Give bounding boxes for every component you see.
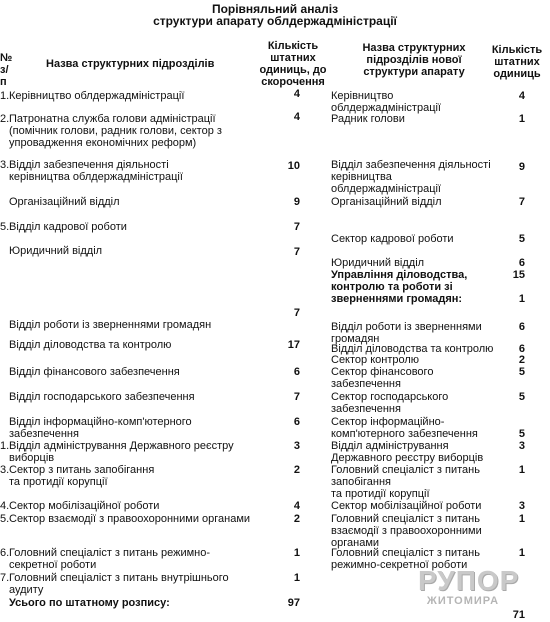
new-subdivision-name: Організаційний відділ bbox=[331, 196, 442, 208]
staff-count-after: 1 bbox=[518, 464, 525, 476]
staff-count-after: 15 bbox=[512, 269, 525, 281]
header-count-before: одиниць, до bbox=[259, 64, 327, 76]
staff-count-before: 7 bbox=[293, 307, 300, 319]
header-subdivision-name: Назва структурних підрозділів bbox=[46, 58, 215, 70]
header-new-subdivision-name: структури апарату bbox=[363, 66, 465, 78]
new-subdivision-name: Відділ роботи із зверненнями bbox=[331, 321, 482, 333]
doc-title-line2: структури апарату облдержадміністрації bbox=[153, 14, 397, 28]
new-subdivision-name: облдержадміністрації bbox=[331, 102, 441, 114]
staff-count-after: 5 bbox=[518, 391, 525, 403]
new-subdivision-name: Сектор кадрової роботи bbox=[331, 233, 454, 245]
new-subdivision-name: взаємодії з правоохоронними bbox=[331, 525, 482, 537]
new-subdivision-name: Сектор мобілізаційної роботи bbox=[331, 500, 482, 512]
header-count-before: скорочення bbox=[261, 76, 325, 88]
staff-count-after: 1 bbox=[518, 547, 525, 559]
new-subdivision-name: режимно-секретної роботи bbox=[331, 559, 468, 571]
staff-count-before: 7 bbox=[293, 246, 300, 258]
new-subdivision-name: Відділ адміністрування bbox=[331, 440, 449, 452]
header-count-after: Кількість bbox=[491, 44, 543, 56]
subdivision-name: Відділ інформаційно-комп'ютерного bbox=[9, 416, 192, 428]
subdivision-name: (помічник голови, радник голови, сектор з bbox=[9, 125, 222, 137]
new-subdivision-name: Керівництво bbox=[331, 90, 394, 102]
left-total-label: Усього по штатному розпису: bbox=[9, 597, 170, 609]
new-subdivision-name: Сектор інформаційно- bbox=[331, 416, 445, 428]
staff-count-after: 2 bbox=[518, 354, 525, 366]
rupor-zhytomyra-watermark-logo bbox=[418, 565, 520, 610]
staff-count-after: 1 bbox=[518, 293, 525, 305]
subdivision-name: упровадження економічних реформ) bbox=[9, 137, 197, 149]
header-count-after: штатних bbox=[494, 56, 540, 68]
staff-count-after: 9 bbox=[518, 161, 525, 173]
subdivision-name: Головний спеціаліст з питань режимно- bbox=[9, 547, 211, 559]
new-subdivision-name: Сектор фінансового bbox=[331, 366, 434, 378]
new-subdivision-name: Управління діловодства, bbox=[331, 269, 468, 281]
staff-count-after: 5 bbox=[518, 366, 525, 378]
new-subdivision-name: Головний спеціаліст з питань bbox=[331, 464, 480, 476]
subdivision-name: аудиту bbox=[9, 584, 44, 596]
header-count-before: Кількість bbox=[267, 40, 319, 52]
staff-count-after: 5 bbox=[518, 233, 525, 245]
header-count-after: одиниць bbox=[493, 68, 541, 80]
header-new-subdivision-name: Назва структурних bbox=[362, 42, 466, 54]
staff-count-before: 4 bbox=[293, 88, 300, 100]
new-subdivision-name: Сектор господарського bbox=[331, 391, 449, 403]
row-number: 1. bbox=[0, 90, 10, 102]
subdivision-name: Відділ роботи із зверненнями громадян bbox=[9, 319, 212, 331]
new-subdivision-name: Юридичний відділ bbox=[331, 257, 425, 269]
staff-count-before: 7 bbox=[293, 221, 300, 233]
staff-count-after: 6 bbox=[518, 257, 525, 269]
new-subdivision-name: керівництва bbox=[331, 171, 392, 183]
subdivision-name: Керівництво облдержадміністрації bbox=[9, 90, 185, 102]
staff-count-before: 10 bbox=[287, 160, 300, 172]
header-number: з/п bbox=[0, 64, 9, 88]
subdivision-name: Відділ кадрової роботи bbox=[9, 221, 127, 233]
subdivision-name: забезпечення bbox=[9, 428, 79, 440]
staff-count-before: 6 bbox=[293, 366, 300, 378]
staff-count-after: 6 bbox=[518, 321, 525, 333]
new-subdivision-name: зверненнями громадян: bbox=[331, 293, 463, 305]
row-number: 1. bbox=[0, 440, 10, 452]
subdivision-name: Сектор з питань запобігання bbox=[9, 464, 155, 476]
new-subdivision-name: Відділ діловодства та контролю bbox=[331, 343, 494, 355]
staff-count-before: 4 bbox=[293, 111, 300, 123]
subdivision-name: Відділ діловодства та контролю bbox=[9, 339, 172, 351]
new-subdivision-name: та протидії корупції bbox=[331, 488, 430, 500]
new-subdivision-name: Радник голови bbox=[331, 113, 405, 125]
new-subdivision-name: Державного реєстру виборців bbox=[331, 452, 484, 464]
staff-count-before: 6 bbox=[293, 416, 300, 428]
new-subdivision-name: Головний спеціаліст з питань bbox=[331, 513, 480, 525]
new-subdivision-name: облдержадміністрації bbox=[331, 183, 441, 195]
watermark-bottom: ЖИТОМИРА bbox=[426, 595, 500, 607]
subdivision-name: Патронатна служба голови адміністрації bbox=[9, 113, 216, 125]
row-number: 6. bbox=[0, 547, 10, 559]
staff-count-before: 2 bbox=[293, 513, 300, 525]
staff-count-before: 7 bbox=[293, 391, 300, 403]
staff-count-before: 9 bbox=[293, 196, 300, 208]
subdivision-name: Відділ адміністрування Державного реєстру bbox=[9, 440, 234, 452]
new-subdivision-name: контролю та роботи зі bbox=[331, 281, 453, 293]
subdivision-name: керівництва облдержадміністрації bbox=[9, 171, 183, 183]
new-subdivision-name: органами bbox=[331, 537, 380, 549]
row-number: 2. bbox=[0, 113, 10, 125]
staff-count-after: 4 bbox=[518, 90, 525, 102]
subdivision-name: Відділ забезпечення діяльності bbox=[9, 159, 169, 171]
subdivision-name: виборців bbox=[9, 452, 55, 464]
subdivision-name: Відділ господарського забезпечення bbox=[9, 391, 195, 403]
staff-count-before: 1 bbox=[293, 572, 300, 584]
subdivision-name: Головний спеціаліст з питань внутрішнього bbox=[9, 572, 229, 584]
subdivision-name: та протидії корупції bbox=[9, 476, 108, 488]
subdivision-name: Відділ фінансового забезпечення bbox=[9, 366, 180, 378]
subdivision-name: секретної роботи bbox=[9, 559, 97, 571]
doc-title-line1: Порівняльний аналіз bbox=[211, 2, 339, 16]
right-total-value: 71 bbox=[512, 609, 525, 621]
new-subdivision-name: забезпечення bbox=[331, 378, 401, 390]
row-number: 5. bbox=[0, 513, 10, 525]
subdivision-name: Сектор взаємодії з правоохоронними органами bbox=[9, 513, 251, 525]
staff-count-after: 1 bbox=[518, 513, 525, 525]
new-subdivision-name: забезпечення bbox=[331, 403, 401, 415]
staff-count-after: 7 bbox=[518, 196, 525, 208]
staff-count-after: 6 bbox=[518, 343, 525, 355]
row-number: 3. bbox=[0, 159, 10, 171]
row-number: 5. bbox=[0, 221, 10, 233]
header-number: № bbox=[0, 52, 13, 64]
row-number: 4. bbox=[0, 500, 10, 512]
new-subdivision-name: Відділ забезпечення діяльності bbox=[331, 159, 491, 171]
watermark-top: РУПОР bbox=[418, 565, 520, 596]
row-number: 3. bbox=[0, 464, 10, 476]
staff-count-before: 3 bbox=[293, 440, 300, 452]
header-new-subdivision-name: підрозділів нової bbox=[366, 54, 462, 66]
subdivision-name: Сектор мобілізаційної роботи bbox=[9, 500, 160, 512]
header-count-before: штатних bbox=[270, 52, 316, 64]
new-subdivision-name: громадян bbox=[331, 333, 380, 345]
staff-count-after: 5 bbox=[518, 428, 525, 440]
new-subdivision-name: комп'ютерного забезпечення bbox=[331, 428, 478, 440]
row-number: 7. bbox=[0, 572, 10, 584]
new-subdivision-name: Головний спеціаліст з питань bbox=[331, 547, 480, 559]
staff-count-before: 4 bbox=[293, 500, 300, 512]
left-total-value: 97 bbox=[287, 597, 300, 609]
staff-count-after: 1 bbox=[518, 113, 525, 125]
staff-count-before: 2 bbox=[293, 464, 300, 476]
staff-count-before: 17 bbox=[287, 339, 300, 351]
new-subdivision-name: Сектор контролю bbox=[331, 354, 420, 366]
staff-count-after: 3 bbox=[518, 500, 525, 512]
subdivision-name: Організаційний відділ bbox=[9, 196, 120, 208]
staff-count-before: 1 bbox=[293, 547, 300, 559]
new-subdivision-name: запобігання bbox=[331, 476, 391, 488]
subdivision-name: Юридичний відділ bbox=[9, 245, 103, 257]
staff-count-after: 3 bbox=[518, 440, 525, 452]
